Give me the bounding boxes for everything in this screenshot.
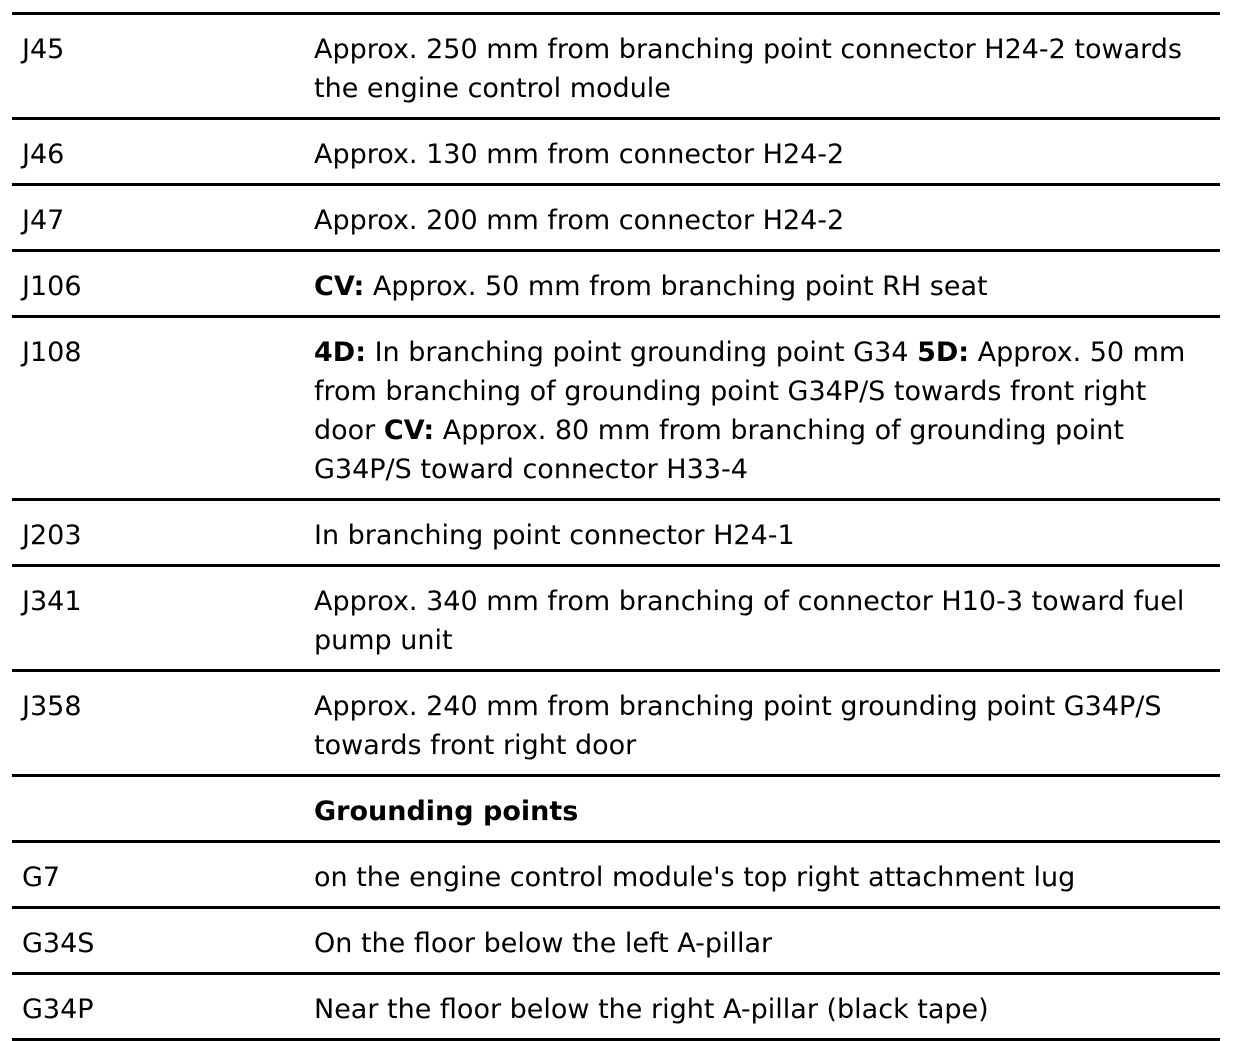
table-row [12, 185, 1220, 251]
row-id: G7 [22, 862, 61, 893]
row-description: Approx. 130 mm from connector H24-2 [314, 139, 845, 170]
section-header-row [12, 776, 1220, 842]
description-text: In branching point grounding point G34 [374, 337, 909, 368]
table-row [12, 500, 1220, 566]
row-id: J108 [22, 337, 82, 368]
row-id: G34P [22, 994, 94, 1025]
variant-label: 4D: [314, 337, 366, 368]
section-id [12, 776, 304, 842]
row-description: Approx. 240 mm from branching point grounding point G34P/S towards front right door [314, 691, 1162, 761]
table-row [12, 251, 1220, 317]
row-id: J47 [22, 205, 65, 236]
table-row [12, 671, 1220, 776]
row-id: J45 [22, 34, 65, 65]
table-row [12, 317, 1220, 500]
table-row [12, 908, 1220, 974]
row-id: G34S [22, 928, 95, 959]
row-description: Approx. 250 mm from branching point connector H24-2 towards the engine control module [314, 34, 1182, 104]
row-description: In branching point connector H24-1 [314, 520, 795, 551]
table-row [12, 14, 1220, 119]
splice-location-table [12, 12, 1220, 1041]
table-row [12, 974, 1220, 1040]
description-text: Approx. 80 mm from branching of grounding point G34P/S toward connector H33-4 [314, 415, 1124, 485]
table-row [12, 566, 1220, 671]
row-description: Approx. 200 mm from connector H24-2 [314, 205, 845, 236]
description-text: Approx. 50 mm from branching of grounding point G34P/S towards front right door [314, 337, 1186, 446]
description-text: Approx. 50 mm from branching point RH seat [372, 271, 988, 302]
variant-label: 5D: [917, 337, 970, 368]
row-description [304, 251, 1220, 317]
variant-label: CV: [383, 415, 435, 446]
row-description [304, 317, 1220, 500]
row-id: J46 [22, 139, 65, 170]
row-id: J341 [22, 586, 82, 617]
section-title: Grounding points [314, 796, 579, 827]
row-description: Approx. 340 mm from branching of connector H10-3 toward fuel pump unit [314, 586, 1185, 656]
row-description: Near the floor below the right A-pillar (black tape) [314, 994, 989, 1025]
row-id: J106 [22, 271, 82, 302]
row-id: J203 [22, 520, 82, 551]
table-row [12, 842, 1220, 908]
row-description: on the engine control module's top right attachment lug [314, 862, 1076, 893]
row-description: On the floor below the left A-pillar [314, 928, 773, 959]
variant-label: CV: [314, 271, 365, 302]
table-row [12, 119, 1220, 185]
row-id: J358 [22, 691, 82, 722]
